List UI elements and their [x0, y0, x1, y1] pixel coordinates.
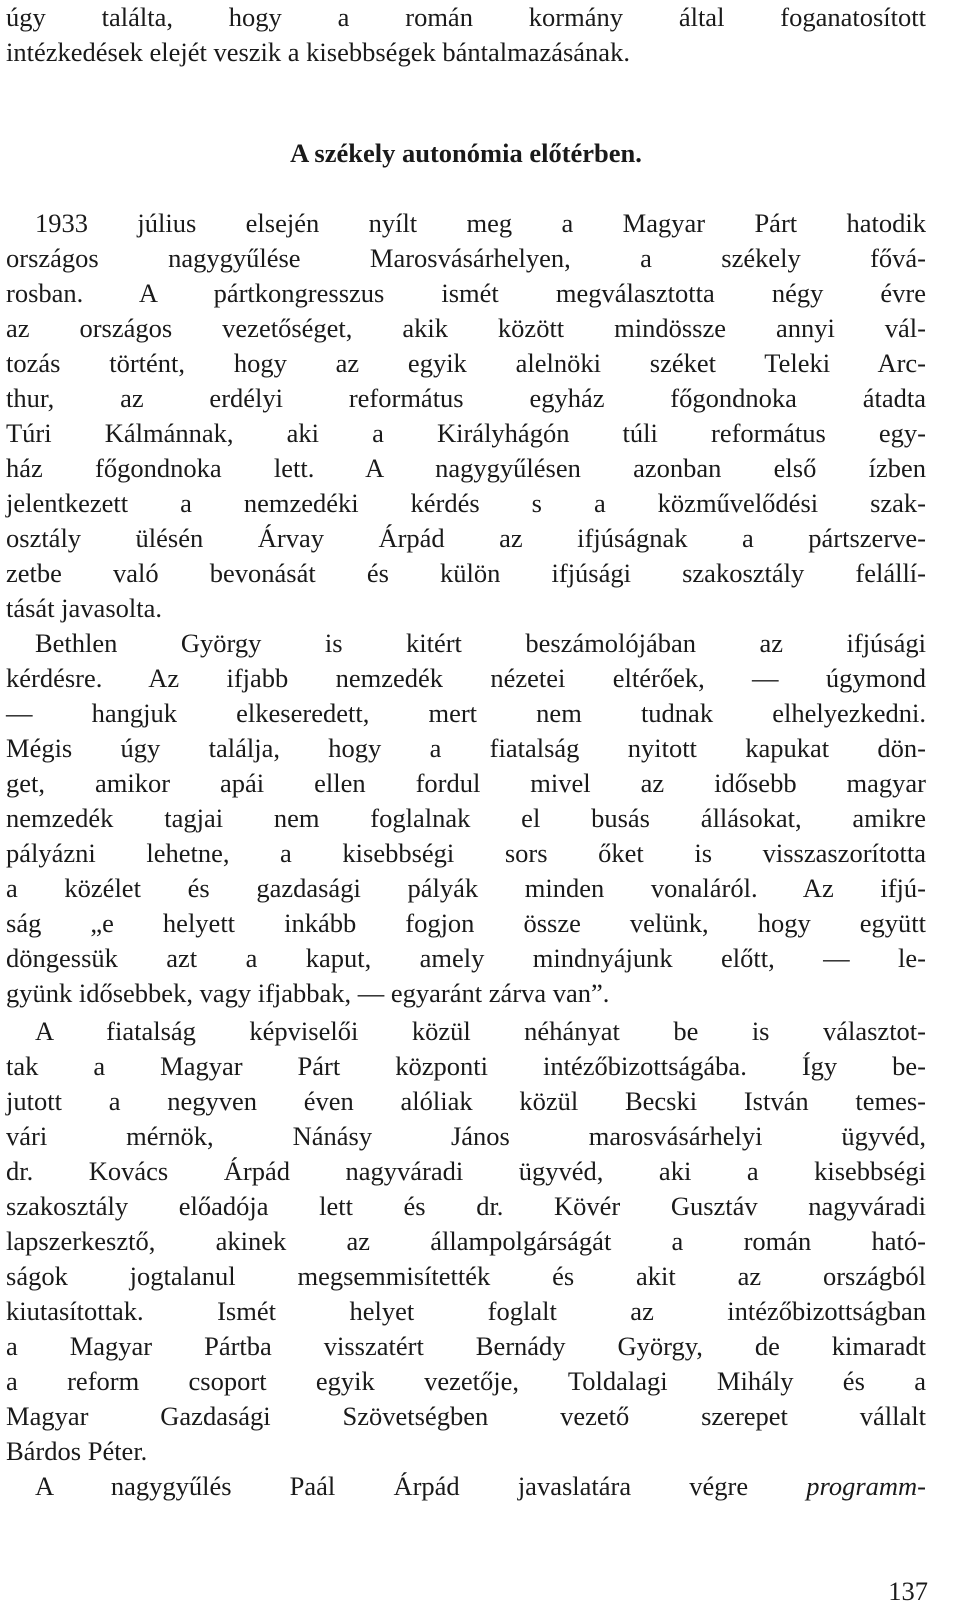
text-line: tását javasolta. [6, 593, 162, 623]
text-line: dr. Kovács Árpád nagyváradi ügyvéd, aki a kisebbségi [6, 1156, 926, 1186]
text-line: jutott a negyven éven alóliak közül Becski István temes- [6, 1086, 926, 1116]
paragraph-first-line: Bethlen György is kitért beszámolójában az ifjúsági [35, 628, 926, 658]
text-line: ság „e helyett inkább fogjon össze velünk, hogy együtt [6, 908, 926, 938]
text-line: kiutasítottak. Ismét helyet foglalt az intézőbizottságban [6, 1296, 926, 1326]
text-line: tozás történt, hogy az egyik alelnöki széket Teleki Arc- [6, 348, 926, 378]
text-line: a Magyar Pártba visszatért Bernády György, de kimaradt [6, 1331, 926, 1361]
text-line: pályázni lehetne, a kisebbségi sors őket is visszaszorította [6, 838, 926, 868]
text-line: Mégis úgy találja, hogy a fiatalság nyitott kapukat dön- [6, 733, 926, 763]
text-line: Túri Kálmánnak, aki a Királyhágón túli református egy- [6, 418, 926, 448]
text-line: tak a Magyar Párt központi intézőbizottságába. Így be- [6, 1051, 926, 1081]
text-line: intézkedések elejét veszik a kisebbségek bántalmazásának. [6, 37, 630, 67]
text-line: Magyar Gazdasági Szövetségben vezető szerepet vállalt [6, 1401, 926, 1431]
text-run: A nagygyűlés Paál Árpád javaslatára végre [35, 1471, 749, 1501]
text-line: osztály ülésén Árvay Árpád az ifjúságnak a pártszerve- [6, 523, 926, 553]
text-line: ságok jogtalanul megsemmisítették és akit az országból [6, 1261, 926, 1291]
text-line: nemzedék tagjai nem foglalnak el busás állásokat, amikre [6, 803, 926, 833]
paragraph-first-line: A fiatalság képviselői közül néhányat be is választot- [35, 1016, 926, 1046]
text-line: gyünk idősebbek, vagy ifjabbak, — egyaránt zárva van”. [6, 978, 610, 1008]
paragraph-first-line [35, 1469, 926, 1503]
text-line: kérdésre. Az ifjabb nemzedék nézetei eltérőek, — úgymond [6, 663, 926, 693]
text-line: jelentkezett a nemzedéki kérdés s a közművelődési szak- [6, 488, 926, 518]
text-line: rosban. A pártkongresszus ismét megválasztotta négy évre [6, 278, 926, 308]
page-number: 137 [888, 1576, 928, 1606]
paragraph-first-line: 1933 július elsején nyílt meg a Magyar Párt hatodik [35, 208, 926, 238]
text-line: ház főgondnoka lett. A nagygyűlésen azonban első ízben [6, 453, 926, 483]
text-line: thur, az erdélyi református egyház főgondnoka átadta [6, 383, 926, 413]
text-line: get, amikor apái ellen fordul mivel az idősebb magyar [6, 768, 926, 798]
section-heading: A székely autonómia előtérben. [290, 138, 642, 168]
text-line: a reform csoport egyik vezetője, Toldalagi Mihály és a [6, 1366, 926, 1396]
text-line: szakosztály előadója lett és dr. Kövér Gusztáv nagyváradi [6, 1191, 926, 1221]
text-line: zetbe való bevonását és külön ifjúsági szakosztály felállí- [6, 558, 926, 588]
text-line: vári mérnök, Nánásy János marosvásárhelyi ügyvéd, [6, 1121, 926, 1151]
text-line: a közélet és gazdasági pályák minden vonaláról. Az ifjú- [6, 873, 926, 903]
text-line: — hangjuk elkeseredett, mert nem tudnak elhelyezkedni. [6, 698, 926, 728]
text-line: úgy találta, hogy a román kormány által foganatosított [6, 2, 926, 32]
italic-word: programm- [806, 1471, 927, 1501]
text-line: döngessük azt a kaput, amely mindnyájunk előtt, — le- [6, 943, 926, 973]
text-line: lapszerkesztő, akinek az állampolgárságát a román ható- [6, 1226, 926, 1256]
text-line: az országos vezetőséget, akik között mindössze annyi vál- [6, 313, 926, 343]
text-line: országos nagygyűlése Marosvásárhelyen, a székely fővá- [6, 243, 926, 273]
text-line: Bárdos Péter. [6, 1436, 148, 1466]
